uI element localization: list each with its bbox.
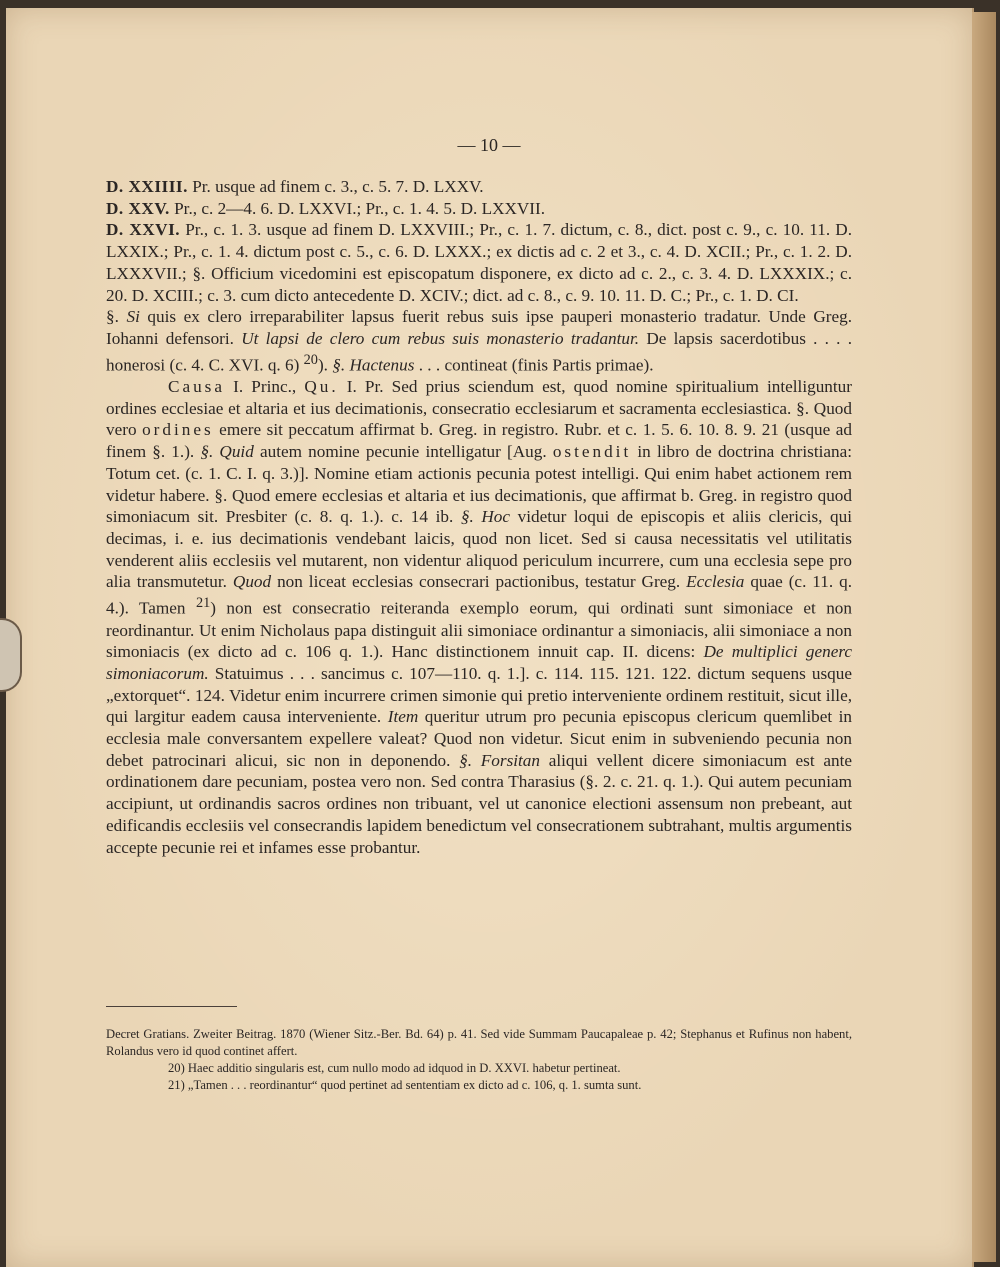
italic-run: §. Quid [200, 442, 254, 462]
text-run: in libro de doctrina christiana: Totum cet. (c. 1. C. I. q. 3.)]. Nomine etiam actionis pecunia potest intelligi. Qui enim habet actionem rem videtur habere. §. Quod emere ecclesias et altaria et ius decimationis, que affirmat b. Greg. in registro quod simoniacum sit. Presbiter (c. 8. q. 1.). c. 14 ib. [106, 442, 853, 527]
spaced-run: ostendit [552, 442, 632, 462]
text-run: I. Pr. Sed prius sciendum est, quod nomine spiritualium intelliguntur ordines ecclesiae et altaria et ius decimationis, consecratio ecclesiarum et sacramenta ecclesiastica. §. Quod vero [106, 377, 852, 440]
footnote-ref: 21 [195, 595, 211, 612]
footnotes [106, 1026, 852, 1094]
page-edge [972, 12, 996, 1262]
text-run: autem nomine pecunie intelligatur [Aug. [253, 442, 553, 462]
italic-run: De multiplici generc simoniacorum. [106, 642, 852, 683]
distinctio-text: Pr., c. 2—4. 6. D. LXXVI.; Pr., c. 1. 4. 5. D. LXXVII. [169, 198, 546, 218]
text-run: ). [317, 355, 333, 375]
distinctio-line-25 [106, 198, 852, 220]
text-run: quis ex clero irreparabiliter lapsus fuerit rebus suis ipse pauperi monasterio tradatur. Unde Greg. Iohanni defensori. [106, 307, 852, 348]
distinctio-heading: D. XXVI. [106, 220, 181, 240]
text-run: De lapsis sacerdotibus . . . . honerosi (c. 4. C. XVI. q. 6) [106, 328, 852, 375]
italic-run: §. Hoc [460, 507, 510, 527]
spaced-run: ordines [142, 420, 214, 440]
distinctio-heading: D. XXIIII. [106, 177, 188, 196]
book-page [6, 8, 974, 1267]
italic-run: Quod [232, 572, 272, 592]
italic-run: Item [387, 707, 419, 727]
italic-run: Si [126, 307, 140, 327]
italic-run: §. Forsitan [459, 750, 540, 770]
spaced-run: Causa [168, 377, 226, 397]
italic-run: Ut lapsi de clero cum rebus suis monasterio tradantur. [241, 328, 640, 348]
spaced-run: Qu. [304, 377, 339, 397]
footnote-20: 20) Haec additio singularis est, cum nullo modo ad idquod in D. XXVI. habetur pertineat. [168, 1061, 621, 1075]
footnote-ref: 20 [303, 351, 318, 368]
text-run: Statuimus . . . sancimus c. 107—110. q. 1.]. c. 114. 115. 121. 122. dictum sequens usque „extorquet“. 124. Videtur enim incurrere crimen simonie qui pretio interveniente ordinem restituit, sicut ille, qui largitur eadem causa interveniente. [106, 663, 852, 727]
paragraph-si-quis [106, 306, 852, 376]
text-run: ) non est consecratio reiteranda exemplo eorum, qui ordinati sunt simoniace et non reordinantur. Ut enim Nicholaus papa distinguit alii simoniace ordinantur a simoniacis, alii simoniace a non simoniacis (ex dicto ad c. 106 q. 1.). Hanc distinctionem innuit cap. II. dicens: [106, 598, 852, 662]
text-run: §. [106, 307, 127, 327]
italic-run: Ecclesia [686, 572, 745, 592]
text-run: videtur loqui de episcopis et aliis clericis, qui decimas, i. e. ius decimationis vendebant laicis, quod non licet. Sed si causa necessitatis vel utilitatis venderent aliis ecclesiis vel mutarent, non videntur aliquod periculum incurrere, cum una ecclesia sepe pro alia transmutetur. [106, 507, 852, 592]
main-text [106, 176, 852, 858]
distinctio-heading: D. XXV. [106, 198, 170, 218]
distinctio-text: Pr., c. 1. 3. usque ad finem D. LXXVIII.; Pr., c. 1. 7. dictum, c. 8., dict. post c. 9., c. 10. 11. D. LXXIX.; Pr., c. 1. 4. dictum post c. 5., c. 6. D. LXXX.; ex dictis ad c. 2 et 3., c. 4. D. XCII.; Pr., c. 1. 2. D. LXXXVII.; §. Officium vicedomini est episcopatum disponere, ex dicto ad c. 2., c. 3. 4. D. LXXXIX.; c. 20. D. XCIII.; c. 3. cum dicto antecedente D. XCIV.; dict. ad c. 8., c. 9. 10. 11. D. C.; Pr., c. 1. D. CI. [106, 220, 853, 305]
paragraph-causa [106, 376, 852, 858]
text-run: . . . contineat (finis Partis primae). [414, 355, 654, 375]
footnote-rule [106, 1006, 237, 1007]
distinctio-text: Pr. usque ad finem c. 3., c. 5. 7. D. LXXV. [187, 177, 484, 196]
text-run: aliqui vellent dicere simoniacum est ante ordinationem dare pecuniam, postea vero non. Sed contra Tharasius (§. 2. c. 21. q. 1.). Qui autem pecuniam accipiunt, ut ordinandis sacros ordines non tribuant, vel ut canonice electioni assensum non prebeant, aut edificandis ecclesiis vel consecrandis lapidem benedictum vel consecrationem subtrahant, multis argumentis accepte pecunie rei et infames esse probantur. [106, 750, 852, 857]
text-run: quae (c. 11. q. 4.). Tamen [106, 572, 852, 618]
binding-tab [0, 618, 22, 692]
text-run: queritur utrum pro pecunia episcopus clericum quemlibet in ecclesia male conversantem expellere valeat? Quod non videtur. Sicut enim in subveniendo pecunia non debet patrocinari alicui, sic non in deponendo. [106, 707, 852, 770]
footnote-21: 21) „Tamen . . . reordinantur“ quod pertinet ad sententiam ex dicto ad c. 106, q. 1. sumta sunt. [168, 1078, 642, 1092]
text-run: non liceat ecclesias consecrari pactionibus, testatur Greg. [271, 572, 687, 592]
footnote-source: Decret Gratians. Zweiter Beitrag. 1870 (Wiener Sitz.-Ber. Bd. 64) p. 41. Sed vide Summam Paucapaleae p. 42; Stephanus et Rufinus non habent, Rolandus vero id quod continet affert. [106, 1027, 852, 1058]
text-run: emere sit peccatum affirmat b. Greg. in registro. Rubr. et c. 1. 5. 6. 10. 8. 9. 21 (usque ad finem §. 1.). [106, 420, 852, 462]
distinctio-line-24 [106, 176, 852, 198]
page-number: — 10 — [457, 135, 521, 155]
italic-run: §. Hactenus [332, 355, 415, 375]
distinctio-line-26 [106, 219, 852, 306]
text-run: I. Princ., [225, 377, 305, 397]
